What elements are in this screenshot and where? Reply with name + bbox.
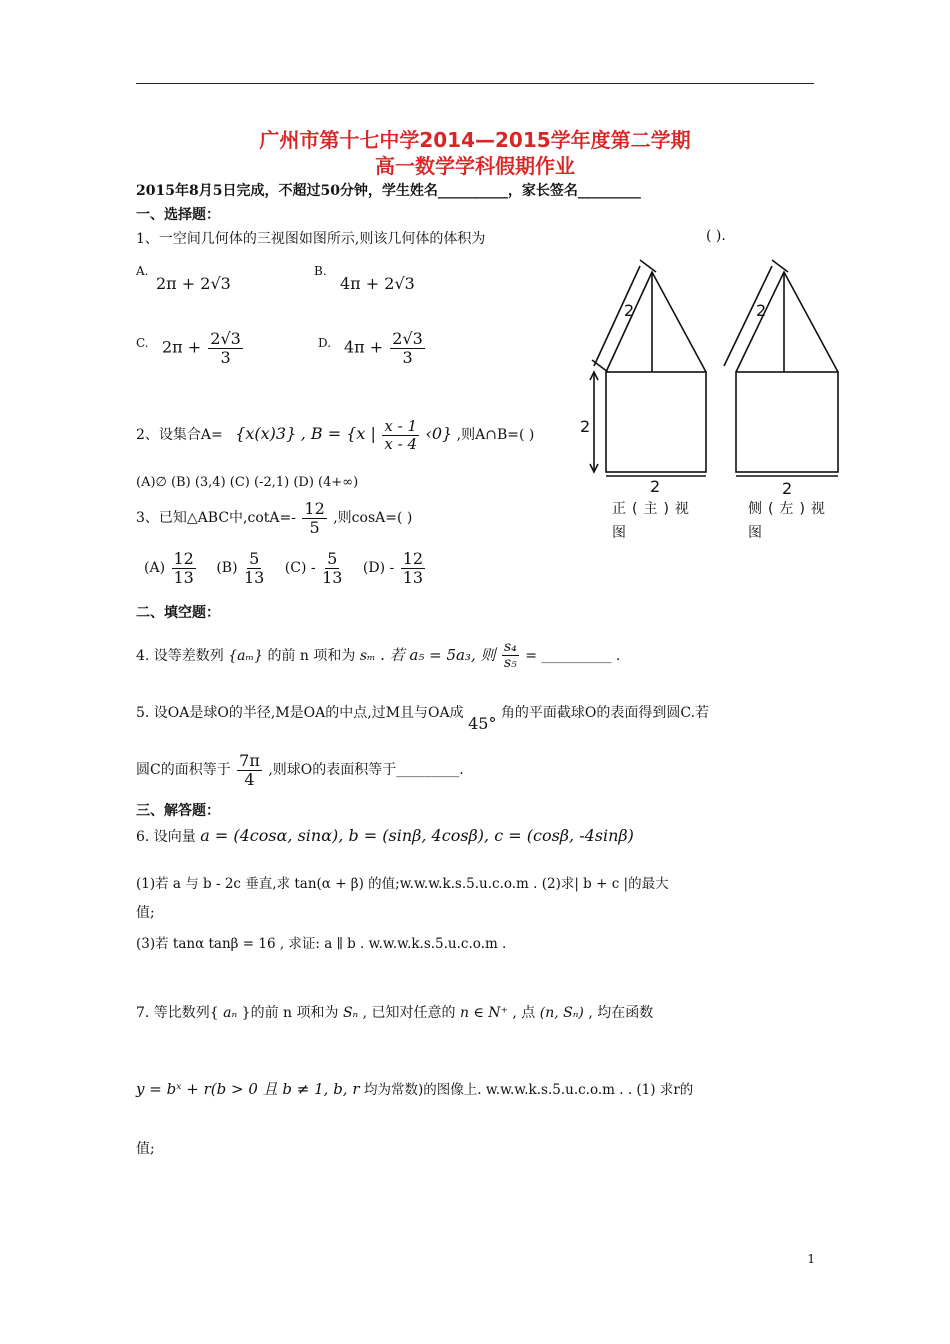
q1-stem: 1、一空间几何体的三视图如图所示,则该几何体的体积为 xyxy=(136,231,486,247)
q3-option-d-den: 13 xyxy=(402,567,424,587)
section-heading-solve: 三、解答题： xyxy=(136,803,220,819)
q3-option-d-label: (D) - xyxy=(362,560,395,577)
q5-line1-post: 角的平面截球O的表面得到圆C.若 xyxy=(500,705,710,721)
q4-frac-num: s₄ xyxy=(503,639,517,655)
q2-options: (A)∅ (B) (3,4) (C) (-2,1) (D) (4+∞) xyxy=(136,475,359,490)
doc-title-line1: 广州市第十七中学2014—2015学年度第二学期 xyxy=(259,128,691,152)
q6-line1 xyxy=(136,826,634,846)
q1-option-d-pre: 4π + xyxy=(344,337,384,357)
q2-set-b-frac xyxy=(382,418,419,452)
section-heading-choice: 一、选择题： xyxy=(136,207,220,223)
q7-line2 xyxy=(136,1078,693,1099)
side-view-caption-2: 图 xyxy=(748,525,762,541)
q7-point: (n, Sₙ) xyxy=(539,1005,584,1021)
q1-option-d-den: 3 xyxy=(402,347,413,367)
front-view-top-label: 2 xyxy=(624,301,635,320)
q3-option-b-label: (B) xyxy=(216,560,238,577)
three-view-figure xyxy=(580,254,850,554)
front-view-bottom-label: 2 xyxy=(650,477,661,496)
q1-option-c-num: 2√3 xyxy=(210,329,241,348)
q3-stem-den: 5 xyxy=(309,517,320,537)
side-view-bottom-label: 2 xyxy=(782,479,793,498)
q2-set-b-pre: , B = {x | xyxy=(300,424,376,443)
q2-stem-text: 2、设集合A= xyxy=(136,427,223,443)
section-heading-fill: 二、填空题： xyxy=(136,605,220,621)
q7-line2-post: 均为常数)的图像上. w.w.w.k.s.5.u.c.o.m . . (1) 求r的 xyxy=(363,1082,694,1098)
q1-option-c-den: 3 xyxy=(220,347,231,367)
side-view-top-label: 2 xyxy=(756,301,767,320)
q1-option-c xyxy=(162,330,245,366)
q4-pre: 4. 设等差数列 xyxy=(136,647,224,664)
side-view-caption-1: 侧(左)视 xyxy=(748,501,831,517)
q3-option-b xyxy=(244,550,264,586)
q2-tail: ,则A∩B=( ) xyxy=(456,427,535,443)
q4-frac-den: s₅ xyxy=(503,655,517,672)
q4-post: = __________ . xyxy=(525,647,621,664)
q3-option-a-num: 12 xyxy=(173,549,194,568)
q7-line1-post1: , 已知对任意的 xyxy=(362,1005,456,1021)
q5-line2-post: ,则球O的表面积等于_________. xyxy=(268,762,464,779)
q3-option-a-den: 13 xyxy=(173,567,194,587)
q6-line1-pre: 6. 设向量 xyxy=(136,829,196,845)
side-view-dim-tick-top xyxy=(772,260,788,272)
q3-option-c-label: (C) - xyxy=(284,560,316,577)
q2-stem xyxy=(136,418,534,452)
q7-sn: Sₙ xyxy=(342,1005,359,1021)
q1-option-c-label: C. xyxy=(136,336,149,350)
q7-line1-post2: , 点 xyxy=(512,1005,536,1021)
q7-line1-end: , 均在函数 xyxy=(588,1005,654,1021)
front-view-square xyxy=(606,372,706,472)
q1-option-d-frac xyxy=(390,330,425,366)
q3-stem-frac xyxy=(302,500,326,536)
q7-line3: 值; xyxy=(136,1141,155,1157)
side-view-square xyxy=(736,372,838,472)
q4-seq: {aₘ} xyxy=(228,647,264,664)
q7-n: n ∈ N⁺ xyxy=(460,1005,508,1021)
q3-option-a xyxy=(172,550,196,586)
page-number: 1 xyxy=(807,1252,815,1266)
q3-option-a-label: (A) xyxy=(144,560,166,577)
q6-line2: (1)若 a 与 b - 2c 垂直,求 tan(α + β) 的值;w.w.w.k.s.5.u.c.o.m . (2)求| b + c |的最大 xyxy=(136,876,669,892)
q3-stem xyxy=(136,500,412,536)
front-view-dim-tick-top xyxy=(640,260,656,272)
front-view-triangle xyxy=(606,272,706,372)
q4-frac xyxy=(502,640,519,672)
q7-function: y = bˣ + r(b > 0 且 b ≠ 1, b, r xyxy=(136,1080,360,1098)
front-view-caption-2: 图 xyxy=(612,525,626,541)
q7-line1-mid: }的前 n 项和为 xyxy=(241,1005,339,1021)
top-rule xyxy=(136,83,814,84)
front-view-side-label: 2 xyxy=(580,417,591,436)
q3-stem-post: ,则cosA=( ) xyxy=(333,510,413,527)
q1-option-a: 2π + 2√3 xyxy=(156,274,231,293)
q1-option-d-label: D. xyxy=(318,336,332,350)
q3-option-c-den: 13 xyxy=(322,567,343,587)
q7-seq: aₙ xyxy=(223,1005,238,1021)
q3-options xyxy=(144,550,427,586)
q3-option-c xyxy=(322,550,342,586)
q6-vectors: a = (4cosα, sinα), b = (sinβ, 4cosβ), c = (cosβ, -4sinβ) xyxy=(200,826,634,845)
q5-frac-den: 4 xyxy=(244,769,255,789)
q4-sm: sₘ xyxy=(359,647,376,664)
front-view-caption-1: 正(主)视 xyxy=(612,501,695,517)
q4-line xyxy=(136,640,620,672)
q3-option-b-num: 5 xyxy=(249,549,260,568)
q1-option-c-frac xyxy=(208,330,243,366)
q1-option-d-num: 2√3 xyxy=(392,329,423,348)
q4-mid: 的前 n 项和为 xyxy=(267,647,356,664)
q6-line4: (3)若 tanα tanβ = 16 , 求证: a ∥ b . w.w.w.k.s.5.u.c.o.m . xyxy=(136,936,507,952)
q1-option-b: 4π + 2√3 xyxy=(340,274,415,293)
q4-cond: . 若 a₅ = 5a₃, 则 xyxy=(380,645,496,664)
q2-set-b-den: x - 4 xyxy=(384,434,417,453)
q5-frac-num: 7π xyxy=(239,751,260,770)
q6-line3: 值; xyxy=(136,905,155,921)
q1-option-d xyxy=(344,330,427,366)
q5-frac xyxy=(237,752,262,788)
q5-line2 xyxy=(136,752,464,788)
q3-stem-pre: 3、已知△ABC中,cotA=- xyxy=(136,510,296,527)
q2-set-b-num: x - 1 xyxy=(384,417,417,435)
q5-line1-pre: 5. 设OA是球O的半径,M是OA的中点,过M且与OA成 xyxy=(136,705,464,721)
q7-line1-pre: 7. 等比数列{ xyxy=(136,1005,219,1021)
q1-option-a-label: A. xyxy=(136,264,149,278)
q5-line2-pre: 圆C的面积等于 xyxy=(136,762,231,779)
doc-title-line2: 高一数学学科假期作业 xyxy=(375,154,575,178)
q2-set-a: {x(x)3} xyxy=(235,424,297,443)
side-view-triangle xyxy=(736,272,838,372)
q5-angle: 45° xyxy=(468,714,497,733)
q3-option-b-den: 13 xyxy=(243,567,265,587)
q3-option-c-num: 5 xyxy=(327,549,338,568)
info-line: 2015年8月5日完成，不超过50分钟，学生姓名__________，家长签名_________ xyxy=(136,183,641,199)
q3-stem-num: 12 xyxy=(304,499,325,518)
q3-option-d xyxy=(401,550,425,586)
q3-option-d-num: 12 xyxy=(402,549,424,568)
q1-option-b-label: B. xyxy=(314,264,327,278)
q7-line1 xyxy=(136,1002,653,1022)
q5-line1 xyxy=(136,702,710,733)
q2-set-b-post: ‹0} xyxy=(425,424,453,443)
q1-answer-paren: ( ). xyxy=(706,228,726,244)
q1-option-c-pre: 2π + xyxy=(162,337,202,357)
